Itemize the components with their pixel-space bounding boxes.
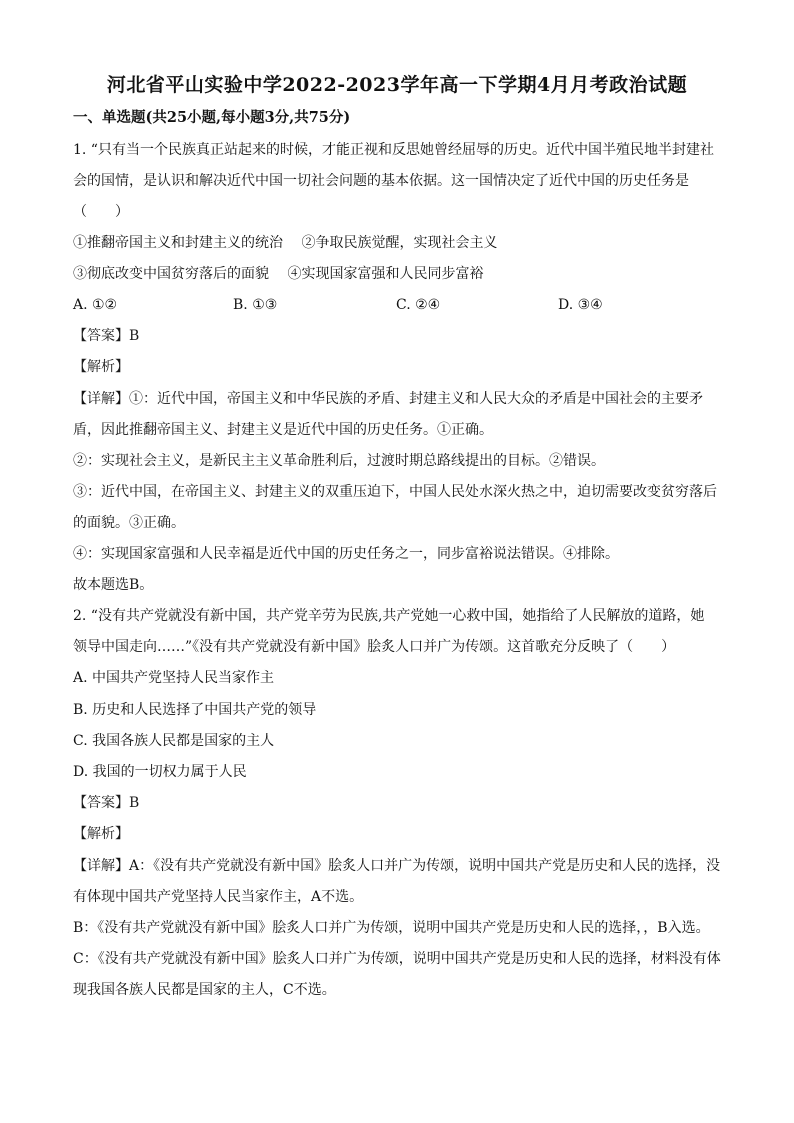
q1-detail-line: 【详解】①：近代中国，帝国主义和中华民族的矛盾、封建主义和人民大众的矛盾是中国社会的主要矛 [73, 391, 703, 407]
q1-option-d: D. ③④ [558, 297, 603, 313]
q2-detail-line: 有体现中国共产党坚持人民当家作主，A不选。 [73, 889, 364, 905]
q2-analysis-label: 【解析】 [73, 826, 129, 842]
q2-option-b: B. 历史和人民选择了中国共产党的领导 [73, 702, 317, 718]
q1-stem-line3: （ ） [73, 204, 129, 220]
q1-detail-line: 盾，因此推翻帝国主义、封建主义是近代中国的历史任务。①正确。 [73, 422, 493, 438]
q1-option-c: C. ②④ [396, 297, 441, 313]
q1-detail-line: ④：实现国家富强和人民幸福是近代中国的历史任务之一，同步富裕说法错误。④排除。 [73, 546, 619, 562]
q1-option-b: B. ①③ [233, 297, 278, 313]
q2-stem-line2: 领导中国走向……”《没有共产党就没有新中国》脍炙人口并广为传颂。这首歌充分反映了（ ） [73, 639, 676, 655]
q1-detail-line: ②：实现社会主义，是新民主主义革命胜利后，过渡时期总路线提出的目标。②错误。 [73, 453, 605, 469]
q2-detail-line: B：《没有共产党就没有新中国》脍炙人口并广为传颂，说明中国共产党是历史和人民的选择，，B入选。 [73, 920, 710, 936]
section-heading: 一、单选题(共25小题,每小题3分,共75分) [73, 109, 351, 126]
q1-option-a: A. ①② [73, 297, 118, 313]
q2-answer: 【答案】B [73, 795, 140, 811]
q2-option-c: C. 我国各族人民都是国家的主人 [73, 733, 275, 749]
q2-option-a: A. 中国共产党坚持人民当家作主 [73, 670, 275, 686]
q1-stem-line1: 1. “只有当一个民族真正站起来的时候，才能正视和反思她曾经屈辱的历史。近代中国半殖民地半封建社 [73, 142, 714, 158]
q2-detail-line: 现我国各族人民都是国家的主人，C不选。 [73, 982, 336, 998]
q1-conclusion: 故本题选B。 [73, 577, 154, 593]
q2-stem-line1: 2. “没有共产党就没有新中国，共产党辛劳为民族,共产党她一心救中国，她指给了人民解放的道路，她 [73, 608, 705, 624]
q1-answer: 【答案】B [73, 328, 140, 344]
q1-items-line2: ③彻底改变中国贫穷落后的面貌 ④实现国家富强和人民同步富裕 [73, 266, 484, 282]
q1-stem-line2: 会的国情，是认识和解决近代中国一切社会问题的基本依据。这一国情决定了近代中国的历史任务是 [73, 173, 689, 189]
q1-detail-line: 的面貌。③正确。 [73, 515, 185, 531]
q1-detail-line: ③：近代中国，在帝国主义、封建主义的双重压迫下，中国人民处水深火热之中，迫切需要改变贫穷落后 [73, 484, 717, 500]
q2-detail-line: C：《没有共产党就没有新中国》脍炙人口并广为传颂，说明中国共产党是历史和人民的选择，材料没有体 [73, 951, 721, 967]
q1-analysis-label: 【解析】 [73, 359, 129, 375]
q2-option-d: D. 我国的一切权力属于人民 [73, 764, 247, 780]
q1-items-line1: ①推翻帝国主义和封建主义的统治 ②争取民族觉醒，实现社会主义 [73, 235, 498, 251]
q2-detail-line: 【详解】A：《没有共产党就没有新中国》脍炙人口并广为传颂，说明中国共产党是历史和人民的选择，没 [73, 858, 721, 874]
page-title: 河北省平山实验中学2022-2023学年高一下学期4月月考政治试题 [106, 74, 688, 96]
